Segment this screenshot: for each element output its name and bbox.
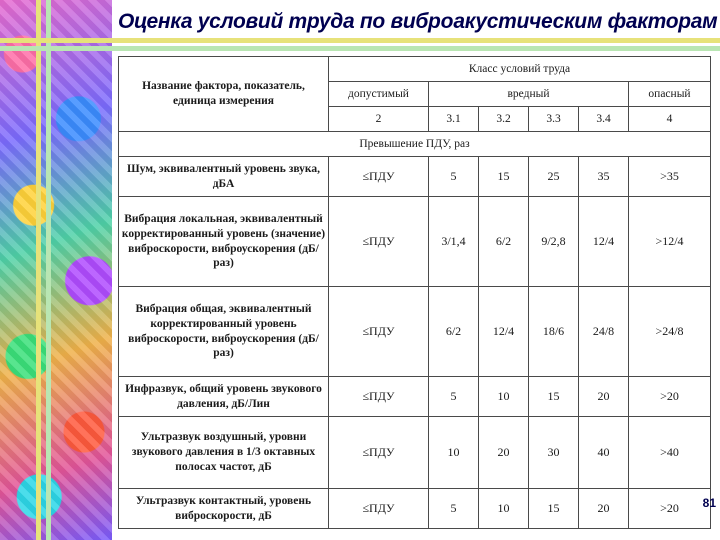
value-cell: 10	[479, 377, 529, 417]
value-cell: 5	[429, 157, 479, 197]
table-row	[119, 377, 711, 417]
slide-title: Оценка условий труда по виброакустическим факторам	[118, 10, 718, 33]
header-code-4: 4	[629, 107, 711, 132]
factor-cell: Вибрация локальная, эквивалентный корректированный уровень (значение) виброскорости, виброускорения (дБ/раз)	[119, 197, 329, 287]
value-cell: 15	[479, 157, 529, 197]
factor-cell: Ультразвук контактный, уровень виброскорости, дБ	[119, 489, 329, 529]
value-cell: >20	[629, 377, 711, 417]
value-cell: 12/4	[479, 287, 529, 377]
value-cell: 30	[529, 417, 579, 489]
value-cell: 40	[579, 417, 629, 489]
table-row	[119, 197, 711, 287]
value-cell: ≤ПДУ	[329, 197, 429, 287]
value-cell: ≤ПДУ	[329, 417, 429, 489]
header-code-3-4: 3.4	[579, 107, 629, 132]
header-class-title: Класс условий труда	[329, 57, 711, 82]
value-cell: ≤ПДУ	[329, 489, 429, 529]
factor-cell: Вибрация общая, эквивалентный корректированный уровень виброскорости, виброускорения (дБ/раз)	[119, 287, 329, 377]
header-permissible: допустимый	[329, 82, 429, 107]
value-cell: 20	[479, 417, 529, 489]
value-cell: 35	[579, 157, 629, 197]
header-dangerous: опасный	[629, 82, 711, 107]
accent-bar-vertical-2	[46, 0, 51, 540]
value-cell: 15	[529, 377, 579, 417]
value-cell: 10	[479, 489, 529, 529]
value-cell: 15	[529, 489, 579, 529]
value-cell: ≤ПДУ	[329, 287, 429, 377]
header-excess: Превышение ПДУ, раз	[119, 132, 711, 157]
accent-bar-horizontal-2	[0, 46, 720, 51]
header-factor-name: Название фактора, показатель, единица измерения	[119, 57, 329, 132]
value-cell: 12/4	[579, 197, 629, 287]
factor-cell: Инфразвук, общий уровень звукового давления, дБ/Лин	[119, 377, 329, 417]
value-cell: >40	[629, 417, 711, 489]
header-harmful: вредный	[429, 82, 629, 107]
value-cell: >35	[629, 157, 711, 197]
header-code-3-2: 3.2	[479, 107, 529, 132]
table-row	[119, 287, 711, 377]
value-cell: 20	[579, 489, 629, 529]
value-cell: 5	[429, 377, 479, 417]
table-row	[119, 157, 711, 197]
accent-bar-horizontal	[0, 38, 720, 43]
value-cell: 18/6	[529, 287, 579, 377]
value-cell: ≤ПДУ	[329, 157, 429, 197]
header-code-3-1: 3.1	[429, 107, 479, 132]
value-cell: 3/1,4	[429, 197, 479, 287]
value-cell: 9/2,8	[529, 197, 579, 287]
conditions-table	[118, 56, 711, 529]
value-cell: 5	[429, 489, 479, 529]
table-row	[119, 417, 711, 489]
value-cell: >24/8	[629, 287, 711, 377]
table-row	[119, 489, 711, 529]
decorative-side-image	[0, 0, 112, 540]
value-cell: 6/2	[479, 197, 529, 287]
factor-cell: Шум, эквивалентный уровень звука, дБА	[119, 157, 329, 197]
slide-number: 81	[702, 496, 716, 510]
value-cell: 6/2	[429, 287, 479, 377]
value-cell: 25	[529, 157, 579, 197]
value-cell: ≤ПДУ	[329, 377, 429, 417]
value-cell: 10	[429, 417, 479, 489]
factor-cell: Ультразвук воздушный, уровни звукового давления в 1/3 октавных полосах частот, дБ	[119, 417, 329, 489]
header-code-3-3: 3.3	[529, 107, 579, 132]
header-code-2: 2	[329, 107, 429, 132]
value-cell: 24/8	[579, 287, 629, 377]
accent-bar-vertical	[36, 0, 41, 540]
value-cell: >20	[629, 489, 711, 529]
value-cell: 20	[579, 377, 629, 417]
value-cell: >12/4	[629, 197, 711, 287]
